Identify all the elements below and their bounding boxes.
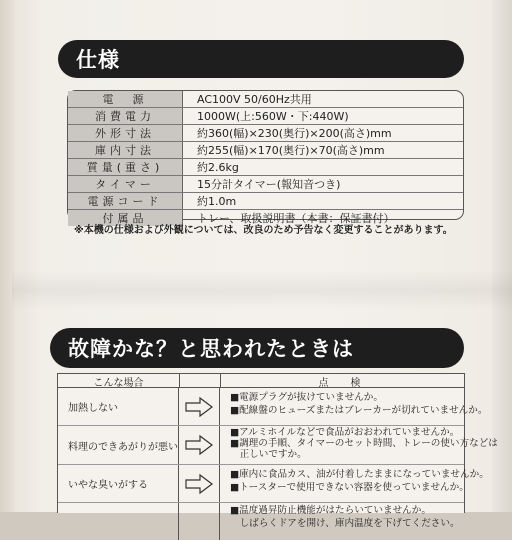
- case-label: いやな臭いがする: [58, 465, 179, 502]
- spec-value: AC100V 50/60Hz共用: [197, 93, 312, 106]
- check-list: [219, 503, 464, 540]
- spec-key: 付属品: [68, 210, 183, 226]
- spec-value: トレー、取扱説明書（本書：保証書付）: [197, 212, 395, 225]
- page-edge-left: [0, 0, 14, 512]
- troubleshooting-row: [58, 465, 489, 503]
- check-list: [219, 465, 489, 502]
- right-arrow-icon: [185, 397, 213, 417]
- case-column-header: こんな場合: [58, 374, 180, 387]
- case-label: 料理のできあがりが悪い: [58, 426, 179, 464]
- spec-note: ※本機の仕様および外観については、改良のため予告なく変更することがあります。: [74, 225, 453, 236]
- troubleshooting-header: [58, 374, 464, 388]
- spec-key: 庫内寸法: [68, 142, 183, 158]
- page-fold-shadow: [12, 270, 512, 310]
- spec-value: 15分計タイマー(報知音つき): [197, 178, 341, 191]
- check-list: [219, 388, 487, 425]
- spec-row: [68, 193, 463, 210]
- check-item: ■トースターで使用できない容器を使っていませんか。: [230, 482, 469, 493]
- trouble-section-title: 故障かな？と思われたときは: [68, 337, 354, 361]
- check-item: ■調理の手順、タイマーのセット時間、トレーの使い方などは: [230, 438, 498, 449]
- spec-section-title: 仕様: [76, 48, 120, 72]
- check-item: 正しいですか。: [230, 449, 307, 460]
- spec-row: [68, 142, 463, 159]
- spec-table: [67, 90, 464, 225]
- troubleshooting-row: [58, 388, 488, 426]
- check-item: ■アルミホイルなどで食品がおおわれていませんか。: [230, 427, 460, 438]
- spec-key: 質量(重さ): [68, 159, 183, 175]
- troubleshooting-row: [58, 426, 498, 465]
- spec-row: [68, 91, 463, 108]
- trouble-section-title-bar: [50, 328, 464, 368]
- spec-value: 約360(幅)×230(奥行)×200(高さ)mm: [197, 127, 392, 140]
- check-column-header: 点 検: [220, 374, 464, 387]
- spec-key: 消費電力: [68, 108, 183, 124]
- spec-row: [68, 159, 463, 176]
- spec-section-title-bar: [58, 40, 464, 78]
- case-label: [58, 503, 179, 540]
- check-item: しばらくドアを開け、庫内温度を下げてください。: [230, 518, 460, 529]
- right-arrow-icon: [185, 474, 213, 494]
- spec-value: 約1.0m: [197, 195, 237, 208]
- spec-key: タイマー: [68, 176, 183, 192]
- spec-row: [68, 125, 463, 142]
- check-list: [219, 426, 498, 464]
- spec-key: 外形寸法: [68, 125, 183, 141]
- spec-row: [68, 108, 463, 125]
- spec-row: [68, 176, 463, 193]
- check-item: ■電源プラグが抜けていませんか。: [230, 392, 383, 403]
- case-label: 加熱しない: [58, 388, 179, 425]
- spec-value: 1000W(上:560W・下:440W): [197, 110, 349, 123]
- spec-key: 電源コード: [68, 193, 183, 209]
- right-arrow-icon: [185, 435, 213, 455]
- check-item: ■温度過昇防止機能がはたらいていませんか。: [230, 505, 431, 516]
- spec-value: 約2.6kg: [197, 161, 239, 174]
- check-item: ■配線盤のヒューズまたはブレーカーが切れていませんか。: [230, 405, 488, 416]
- spec-key: 電 源: [68, 91, 183, 107]
- spec-value: 約255(幅)×170(奥行)×70(高さ)mm: [197, 144, 385, 157]
- check-item: ■庫内に食品カス、油が付着したままになっていませんか。: [230, 469, 489, 480]
- troubleshooting-row: [58, 503, 464, 540]
- troubleshooting-table: [57, 373, 498, 529]
